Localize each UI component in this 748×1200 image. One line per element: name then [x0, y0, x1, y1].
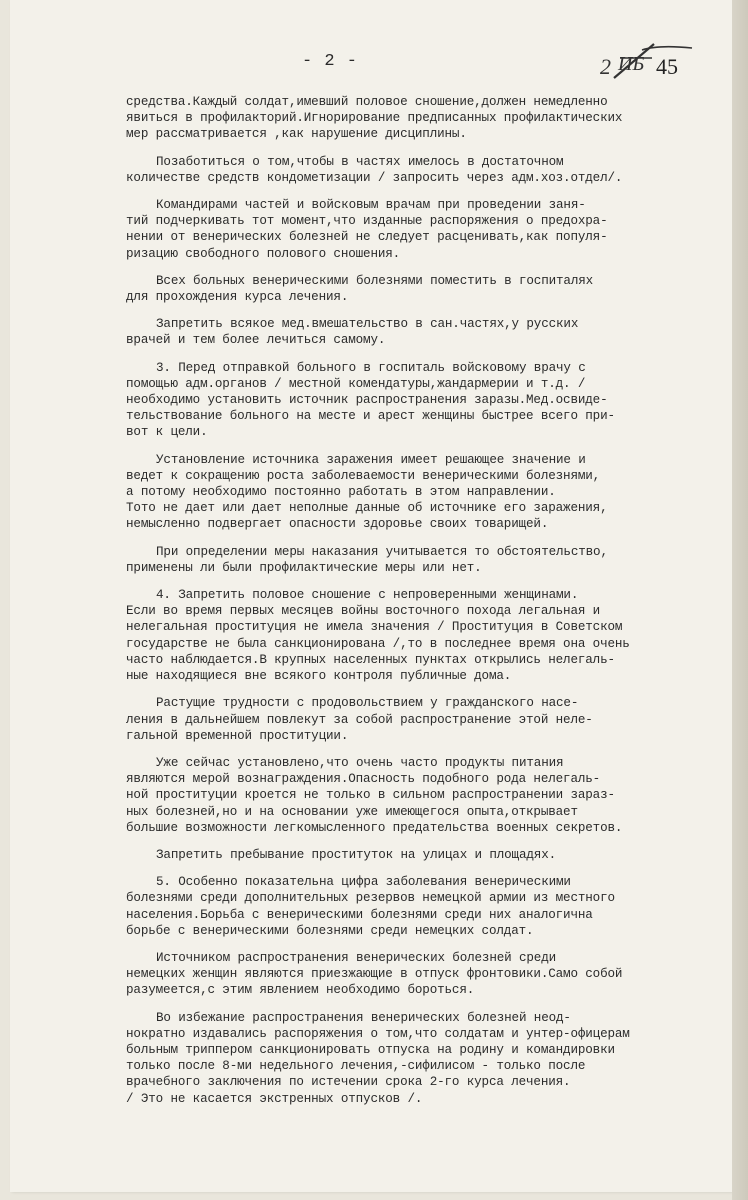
text-line: Во избежание распространения венерических болезней неод-	[156, 1010, 571, 1025]
text-line: болезнями среди дополнительных резервов немецкой армии из местного	[126, 891, 615, 906]
paragraph	[126, 1010, 728, 1107]
text-line: врачебного заключения по истечении срока 2-го курса лечения.	[126, 1075, 571, 1090]
paragraph	[126, 755, 728, 836]
text-line: борьбе с венерическими болезнями среди немецких солдат.	[126, 923, 534, 938]
paragraph	[126, 197, 728, 262]
paragraph	[126, 273, 728, 305]
paragraph	[126, 950, 728, 999]
text-line: мер рассматривается ,как нарушение дисциплины.	[126, 127, 467, 142]
text-line: нократно издавались распоряжения о том,что солдатам и унтер-офицерам	[126, 1026, 630, 1041]
crossed-out-number-icon	[594, 38, 706, 86]
text-line: ной проституции кроется не только в сильном распространении зараз-	[126, 788, 615, 803]
text-line: ведет к сокращению роста заболеваемости венерическими болезнями,	[126, 468, 601, 483]
text-line: вот к цели.	[126, 425, 208, 440]
paragraph	[126, 360, 728, 441]
text-line: нении от венерических болезней не следует расценивать,как популя-	[126, 230, 608, 245]
text-line: тельствование больного на месте и арест женщины быстрее всего при-	[126, 409, 615, 424]
text-line: Растущие трудности с продовольствием у гражданского насе-	[156, 696, 579, 711]
text-line: государстве не была санкционирована /,то в последнее время она очень	[126, 636, 630, 651]
text-line: населения.Борьба с венерическими болезнями среди них аналогична	[126, 907, 593, 922]
page-number: - 2 -	[302, 52, 359, 71]
document-sheet	[10, 0, 732, 1192]
text-line: немецких женщин являются приезжающие в отпуск фронтовики.Само собой	[126, 967, 623, 982]
text-line: Уже сейчас установлено,что очень часто продукты питания	[156, 755, 564, 770]
text-line: Если во время первых месяцев войны восточного похода легальная и	[126, 604, 601, 619]
text-line: Запретить пребывание проституток на улицах и площадях.	[156, 847, 557, 862]
svg-text:2: 2	[600, 54, 611, 79]
text-line: средства.Каждый солдат,имевший половое сношение,должен немедленно	[126, 95, 608, 109]
archive-stamp-number	[594, 38, 706, 86]
text-line: Источником распространения венерических болезней среди	[156, 950, 557, 965]
paragraph	[126, 874, 728, 939]
document-body	[126, 94, 728, 1118]
text-line: Всех больных венерическими болезнями поместить в госпиталях	[156, 273, 594, 288]
text-line: / Это не касается экстренных отпусков /.	[126, 1091, 423, 1106]
text-line: применены ли были профилактические меры или нет.	[126, 560, 482, 575]
text-line: только после 8-ми недельного лечения,-сифилисом - только после	[126, 1059, 586, 1074]
text-line: Командирами частей и войсковым врачам при проведении заня-	[156, 198, 586, 213]
text-line: большие возможности легкомысленного предательства военных секретов.	[126, 820, 623, 835]
text-line: 4. Запретить половое сношение с непроверенными женщинами.	[156, 588, 579, 603]
paragraph	[126, 695, 728, 744]
paragraph	[126, 587, 728, 684]
text-line: ные находящиеся вне всякого контроля публичные дома.	[126, 669, 512, 684]
text-line: Запретить всякое мед.вмешательство в сан.частях,у русских	[156, 317, 579, 332]
text-line: нелегальная проституция не имела значения / Проституция в Советском	[126, 620, 623, 635]
paragraph	[126, 452, 728, 533]
paragraph	[126, 94, 728, 143]
text-line: больным триппером санкционировать отпуска на родину и командировки	[126, 1042, 615, 1057]
text-line: При определении меры наказания учитывается то обстоятельство,	[156, 544, 608, 559]
text-line: необходимо установить источник распространения заразы.Мед.освиде-	[126, 393, 608, 408]
text-line: 5. Особенно показательна цифра заболевания венерическими	[156, 875, 571, 890]
page-edge	[732, 0, 748, 1200]
text-line: для прохождения курса лечения.	[126, 290, 349, 305]
text-line: ных болезней,но и на основании уже имеющегося опыта,открывает	[126, 804, 578, 819]
text-line: часто наблюдается.В крупных населенных пунктах открылись нелегаль-	[126, 652, 615, 667]
paragraph	[126, 316, 728, 348]
paragraph	[126, 154, 728, 186]
text-line: Позаботиться о том,чтобы в частях имелось в достаточном	[156, 154, 564, 169]
text-line: а потому необходимо постоянно работать в этом направлении.	[126, 485, 556, 500]
text-line: разумеется,с этим явлением необходимо бороться.	[126, 983, 475, 998]
text-line: явиться в профилакторий.Игнорирование предписанных профилактических	[126, 111, 623, 126]
archive-number-current: 45	[656, 54, 678, 79]
text-line: ризацию свободного полового сношения.	[126, 246, 401, 261]
text-line: 3. Перед отправкой больного в госпиталь войсковому врачу с	[156, 360, 586, 375]
text-line: Тото не дает или дает неполные данные об источнике его заражения,	[126, 501, 608, 516]
text-line: являются мерой вознаграждения.Опасность подобного рода нелегаль-	[126, 772, 601, 787]
text-line: немысленно подвергает опасности здоровье своих товарищей.	[126, 517, 549, 532]
text-line: Установление источника заражения имеет решающее значение и	[156, 452, 586, 467]
text-line: врачей и тем более лечиться самому.	[126, 333, 386, 348]
text-line: помощью адм.органов / местной комендатуры,жандармерии и т.д. /	[126, 376, 586, 391]
paragraph	[126, 544, 728, 576]
text-line: гальной временной проституции.	[126, 728, 349, 743]
text-line: ления в дальнейшем повлекут за собой распространение этой неле-	[126, 712, 593, 727]
text-line: тий подчеркивать тот момент,что изданные распоряжения о предохра-	[126, 214, 608, 229]
svg-text:ИБ: ИБ	[618, 53, 645, 75]
text-line: количестве средств кондометизации / запросить через адм.хоз.отдел/.	[126, 170, 623, 185]
paragraph	[126, 847, 728, 863]
